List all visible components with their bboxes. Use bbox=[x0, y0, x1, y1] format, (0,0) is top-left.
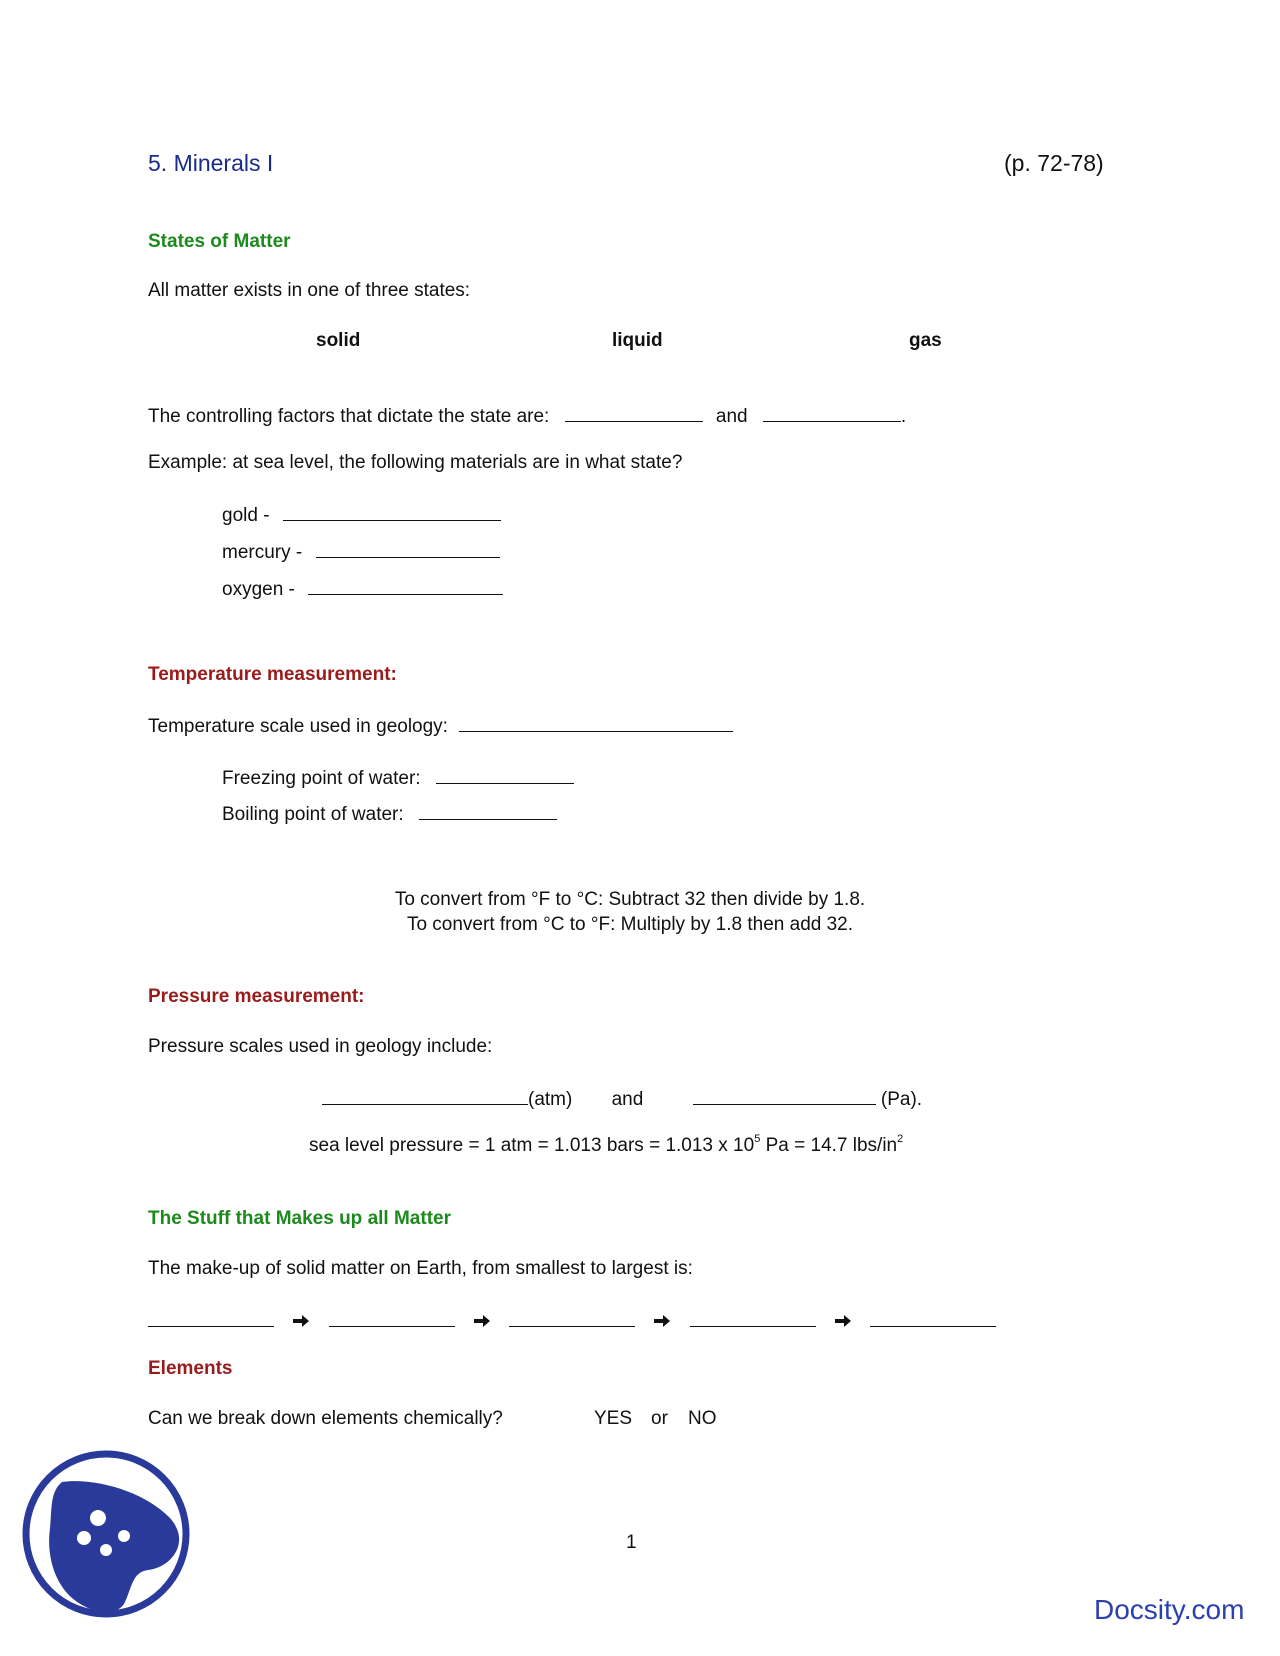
unit-atm: (atm) bbox=[528, 1089, 573, 1110]
temperature-heading: Temperature measurement: bbox=[148, 664, 397, 685]
material-gold bbox=[222, 502, 501, 527]
pressure-units-line bbox=[322, 1086, 922, 1111]
chain-blank-1[interactable] bbox=[148, 1308, 274, 1327]
convert-c-to-f: To convert from °C to °F: Multiply by 1.8 then add 32. bbox=[406, 914, 854, 935]
docsity-logo-icon bbox=[20, 1448, 192, 1620]
oxygen-blank[interactable] bbox=[308, 576, 503, 595]
factors-line bbox=[148, 403, 906, 428]
freezing-blank[interactable] bbox=[436, 765, 574, 784]
makeup-chain bbox=[148, 1308, 996, 1333]
page-range: (p. 72-78) bbox=[1004, 150, 1104, 176]
chain-blank-4[interactable] bbox=[690, 1308, 816, 1327]
material-gold-label: gold - bbox=[222, 505, 270, 526]
material-mercury bbox=[222, 539, 500, 564]
page-number: 1 bbox=[626, 1532, 637, 1553]
pa-blank[interactable] bbox=[693, 1086, 876, 1105]
stuff-intro: The make-up of solid matter on Earth, from smallest to largest is: bbox=[148, 1258, 693, 1279]
factors-and: and bbox=[715, 406, 748, 427]
page-title: 5. Minerals I bbox=[148, 150, 274, 176]
formula-exp2: 2 bbox=[897, 1133, 904, 1145]
states-heading: States of Matter bbox=[148, 231, 291, 252]
states-intro: All matter exists in one of three states: bbox=[148, 280, 471, 301]
example-text: Example: at sea level, the following materials are in what state? bbox=[148, 452, 683, 473]
factors-text: The controlling factors that dictate the state are: bbox=[148, 406, 550, 427]
state-liquid: liquid bbox=[612, 330, 663, 351]
right-arrow-icon bbox=[654, 1311, 670, 1333]
formula-exp1: 5 bbox=[754, 1133, 761, 1145]
temperature-scale-blank[interactable] bbox=[459, 713, 733, 732]
chain-blank-5[interactable] bbox=[870, 1308, 996, 1327]
answer-yes[interactable]: YES bbox=[594, 1408, 633, 1429]
temperature-scale-label: Temperature scale used in geology: bbox=[148, 716, 448, 737]
unit-pa: (Pa). bbox=[880, 1089, 923, 1110]
material-oxygen bbox=[222, 576, 503, 601]
sea-level-formula bbox=[309, 1135, 903, 1157]
right-arrow-icon bbox=[474, 1311, 490, 1333]
formula-part2: Pa = 14.7 lbs/in bbox=[760, 1135, 898, 1156]
state-solid: solid bbox=[316, 330, 361, 351]
boiling-line bbox=[222, 801, 557, 826]
mercury-blank[interactable] bbox=[316, 539, 500, 558]
temperature-scale-line bbox=[148, 713, 733, 738]
boiling-label: Boiling point of water: bbox=[222, 804, 404, 825]
factor-blank-1[interactable] bbox=[565, 403, 703, 422]
atm-blank[interactable] bbox=[322, 1086, 528, 1105]
right-arrow-icon bbox=[835, 1311, 851, 1333]
gold-blank[interactable] bbox=[283, 502, 501, 521]
chain-blank-2[interactable] bbox=[329, 1308, 455, 1327]
pressure-and: and bbox=[611, 1089, 644, 1110]
answer-or: or bbox=[651, 1408, 668, 1429]
material-oxygen-label: oxygen - bbox=[222, 579, 295, 600]
freezing-line bbox=[222, 765, 574, 790]
right-arrow-icon bbox=[293, 1311, 309, 1333]
pressure-heading: Pressure measurement: bbox=[148, 986, 365, 1007]
stuff-heading: The Stuff that Makes up all Matter bbox=[148, 1208, 451, 1229]
docsity-brand[interactable]: Docsity.com bbox=[1094, 1594, 1245, 1625]
elements-heading: Elements bbox=[148, 1358, 233, 1379]
elements-question: Can we break down elements chemically? bbox=[148, 1408, 503, 1429]
pressure-intro: Pressure scales used in geology include: bbox=[148, 1036, 493, 1057]
convert-f-to-c: To convert from °F to °C: Subtract 32 then divide by 1.8. bbox=[394, 889, 866, 910]
answer-no[interactable]: NO bbox=[688, 1408, 717, 1429]
material-mercury-label: mercury - bbox=[222, 542, 303, 563]
freezing-label: Freezing point of water: bbox=[222, 768, 421, 789]
chain-blank-3[interactable] bbox=[509, 1308, 635, 1327]
formula-part1: sea level pressure = 1 atm = 1.013 bars = 1.013 x 10 bbox=[309, 1135, 755, 1156]
factors-period: . bbox=[900, 406, 907, 427]
state-gas: gas bbox=[909, 330, 942, 351]
boiling-blank[interactable] bbox=[419, 801, 557, 820]
factor-blank-2[interactable] bbox=[763, 403, 901, 422]
